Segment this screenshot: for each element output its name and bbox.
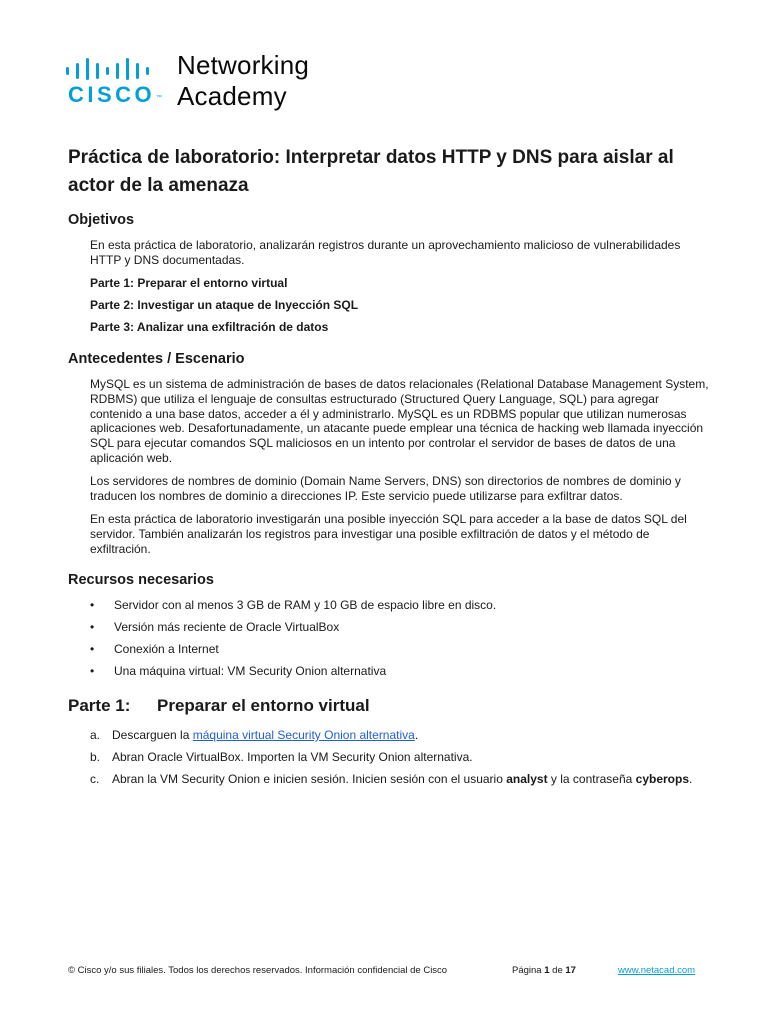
background-paragraph-3: En esta práctica de laboratorio investigarán una posible inyección SQL para acceder a la base de datos SQL del servidor. También analizarán los registros para investigar una posible exfiltración de datos y el método de exfiltración. <box>90 512 687 556</box>
resources-list <box>90 598 690 686</box>
cisco-networking-academy-logo <box>66 50 326 112</box>
part1-title: Preparar el entorno virtual <box>157 696 370 715</box>
list-item: • Conexión a Internet <box>90 642 219 656</box>
objective-part-2: Parte 2: Investigar un ataque de Inyección SQL <box>90 298 359 312</box>
objective-part-3: Parte 3: Analizar una exfiltración de datos <box>90 320 329 334</box>
brand-networking: Networking <box>177 50 310 80</box>
cisco-bars-icon <box>66 58 166 80</box>
cisco-wordmark: CISCO <box>68 82 156 107</box>
background-heading: Antecedentes / Escenario <box>68 351 245 367</box>
page-number: Página 1 de 17 <box>512 965 576 976</box>
objectives-intro: En esta práctica de laboratorio, analizarán registros durante un aprovechamiento malicioso de vulnerabilidades HTTP y DNS documentadas. <box>90 238 681 267</box>
part1-number: Parte 1: <box>68 696 131 715</box>
background-paragraph-1: MySQL es un sistema de administración de bases de datos relacionales (Relational Database Management System, RDBMS) que utiliza el lenguaje de consultas estructurado (Structured Query Language, SQL) para agregar contenido a una base datos, acceder a él y administrarlo. MySQL es un RDBMS popular que utilizan numerosas aplicaciones web. Desafortunadamente, un atacante puede emplear una técnica de hacking web llamada inyección SQL para ejecutar comandos SQL maliciosos en un intento por controlar el servidor de bases de datos de una aplicación web. <box>90 377 709 465</box>
step-b: b. Abran Oracle VirtualBox. Importen la VM Security Onion alternativa. <box>90 749 473 764</box>
part1-steps <box>90 728 710 793</box>
netacad-link[interactable]: www.netacad.com <box>618 965 696 976</box>
objective-part-1: Parte 1: Preparar el entorno virtual <box>90 276 288 290</box>
objectives-heading: Objetivos <box>68 212 135 228</box>
step-a: a. Descarguen la máquina virtual Security Onion alternativa. <box>90 728 419 742</box>
trademark: ™ <box>156 95 162 101</box>
resources-heading: Recursos necesarios <box>68 572 214 588</box>
password: cyberops <box>635 771 689 786</box>
list-item: • Una máquina virtual: VM Security Onion alternativa <box>90 664 387 678</box>
list-item: • Versión más reciente de Oracle VirtualBox <box>90 620 340 634</box>
document-title: Práctica de laboratorio: Interpretar datos HTTP y DNS para aislar al actor de la amenaza <box>68 147 674 196</box>
list-item: • Servidor con al menos 3 GB de RAM y 10 GB de espacio libre en disco. <box>90 598 497 612</box>
part1-heading <box>68 696 370 716</box>
copyright-notice: © Cisco y/o sus filiales. Todos los derechos reservados. Información confidencial de Cisco <box>68 965 448 976</box>
brand-academy: Academy <box>177 81 287 111</box>
step-c: c. Abran la VM Security Onion e inicien sesión. Inicien sesión con el usuario analyst y la contraseña cyberops. <box>90 771 693 786</box>
security-onion-vm-link[interactable]: máquina virtual Security Onion alternativa <box>192 728 415 742</box>
username: analyst <box>506 771 548 786</box>
background-paragraph-2: Los servidores de nombres de dominio (Domain Name Servers, DNS) son directorios de nombres de dominio y traducen los nombres de dominio a direcciones IP. Este servicio puede utilizarse para exfiltrar datos. <box>90 474 681 503</box>
